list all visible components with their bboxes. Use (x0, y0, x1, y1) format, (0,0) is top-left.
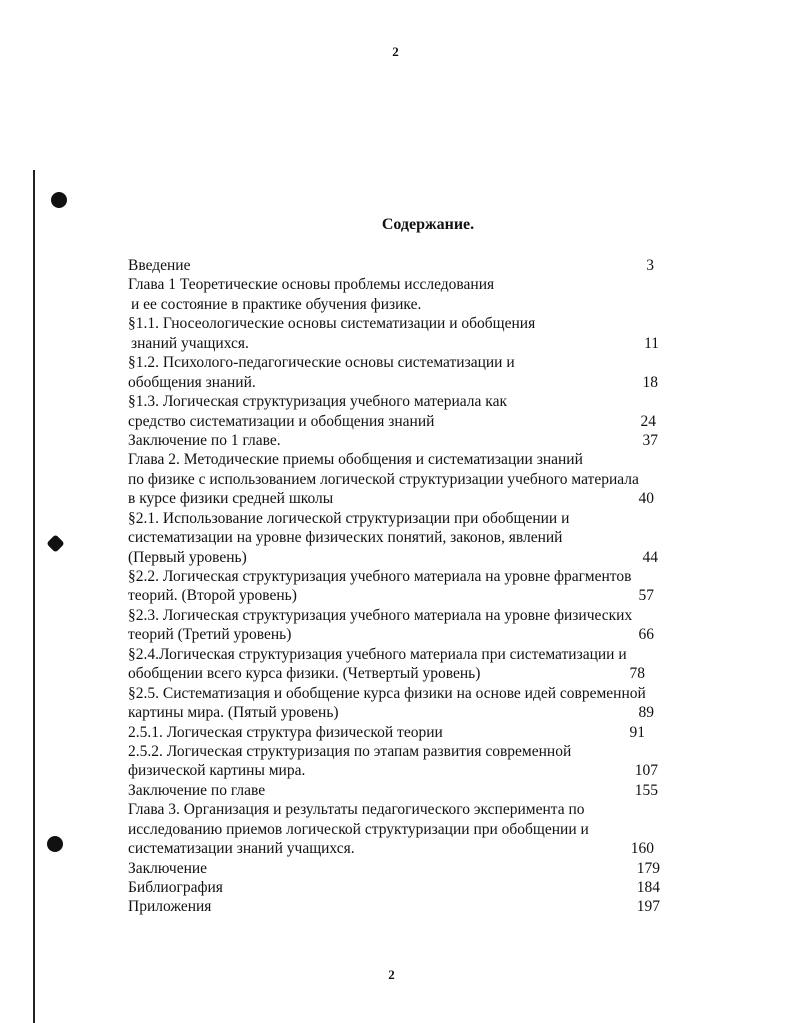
toc-entry-page: 155 (634, 781, 658, 799)
toc-entry (128, 295, 728, 314)
toc-entry (128, 392, 728, 411)
toc-entry-page: 184 (636, 879, 660, 896)
toc-entry (128, 761, 728, 780)
page-number-top: 2 (392, 44, 399, 59)
toc-entry (128, 800, 728, 819)
toc-entry (128, 723, 728, 742)
toc-entry (128, 645, 728, 664)
toc-entry (128, 703, 728, 722)
toc-entry-text: 2.5.2. Логическая структуризация по этапам развития современной (128, 742, 572, 760)
toc-entry-text: картины мира. (Пятый уровень) (128, 704, 339, 722)
toc-entry-page: 197 (636, 898, 660, 916)
toc-entry (128, 314, 728, 333)
toc-entry-text: Заключение (128, 859, 208, 877)
toc-entry (128, 897, 728, 916)
toc-entry-text: систематизации знаний учащихся. (128, 840, 355, 858)
toc-entry-text: (Первый уровень) (128, 548, 247, 566)
toc-entry-page: 179 (636, 859, 660, 877)
punch-hole-icon (51, 192, 67, 208)
toc-entry-text: §1.2. Психолого-педагогические основы систематизации и (128, 354, 515, 372)
toc-entry-text: Приложения (128, 898, 212, 916)
toc-entry-text: физической картины мира. (128, 762, 306, 780)
toc-entry (128, 664, 728, 683)
toc-entry (128, 412, 728, 431)
toc-entry-page: 37 (642, 431, 658, 449)
toc-entry (128, 606, 728, 625)
toc-entry-text: Введение (128, 257, 191, 274)
toc-entry-text: систематизации на уровне физических понятий, законов, явлений (128, 529, 563, 547)
toc-entry-text: Глава 2. Методические приемы обобщения и систематизации знаний (128, 451, 583, 469)
toc-entry-text: Глава 1 Теоретические основы проблемы исследования (128, 276, 495, 294)
toc-entry (128, 431, 728, 450)
toc-entry-page: 57 (638, 587, 654, 605)
toc-entry (128, 781, 728, 800)
toc-entry-text: и ее состояние в практике обучения физике. (131, 295, 422, 313)
page-title: Содержание. (381, 216, 475, 233)
toc-entry-page: 44 (642, 548, 658, 566)
toc-entry-text: §1.3. Логическая структуризация учебного материала как (128, 393, 507, 411)
toc-entry-text: обобщении всего курса физики. (Четвертый уровень) (128, 665, 481, 683)
toc-entry-text: исследованию приемов логической структуризации при обобщении и (128, 820, 589, 838)
toc-entry-page: 89 (638, 704, 654, 722)
toc-entry-text: знаний учащихся. (131, 334, 249, 352)
toc-entry-page: 107 (634, 762, 658, 780)
toc-entry (128, 470, 728, 489)
toc-entry (128, 684, 728, 703)
toc-entry (128, 256, 728, 275)
toc-entry-page: 11 (644, 334, 659, 352)
toc-entry-page: 24 (640, 412, 656, 430)
toc-entry-page: 18 (642, 373, 658, 391)
toc-entry (128, 625, 728, 644)
toc-entry-page: 91 (629, 723, 645, 741)
toc-entry-page: 3 (646, 257, 654, 274)
table-of-contents (128, 256, 728, 917)
scan-edge-line (33, 170, 35, 1023)
toc-entry-text: теорий. (Второй уровень) (128, 587, 297, 605)
toc-entry-text: Глава 3. Организация и результаты педагогического эксперимента по (128, 801, 585, 819)
toc-entry (128, 373, 728, 392)
toc-entry (128, 334, 728, 353)
toc-entry (128, 528, 728, 547)
punch-hole-icon (47, 836, 63, 852)
toc-entry (128, 839, 728, 858)
toc-entry-text: §2.5. Систематизация и обобщение курса физики на основе идей современной (128, 684, 646, 702)
toc-entry-text: теорий (Третий уровень) (128, 626, 292, 644)
toc-entry (128, 450, 728, 469)
toc-entry (128, 586, 728, 605)
punch-hole-icon (46, 534, 64, 552)
toc-entry-text: в курсе физики средней школы (128, 490, 334, 508)
toc-entry-text: средство систематизации и обобщения знаний (128, 412, 435, 430)
toc-entry (128, 509, 728, 528)
toc-entry (128, 548, 728, 567)
toc-entry-page: 160 (630, 840, 654, 858)
toc-entry-text: §2.3. Логическая структуризация учебного материала на уровне физических (128, 606, 633, 624)
toc-entry (128, 275, 728, 294)
toc-entry-page: 66 (638, 626, 654, 644)
toc-entry-text: Заключение по главе (128, 781, 266, 799)
toc-entry-page: 40 (638, 490, 654, 508)
toc-entry-text: §2.1. Использование логической структуризации при обобщении и (128, 509, 570, 527)
toc-entry-text: §1.1. Гносеологические основы систематизации и обобщения (128, 315, 536, 333)
toc-entry (128, 489, 728, 508)
toc-entry-text: §2.4.Логическая структуризация учебного материала при систематизации и (128, 645, 627, 663)
toc-entry (128, 859, 728, 878)
toc-entry (128, 353, 728, 372)
toc-entry-text: по физике с использованием логической структуризации учебного материала (128, 470, 639, 488)
toc-entry-text: Библиография (128, 879, 223, 896)
toc-entry-text: §2.2. Логическая структуризация учебного материала на уровне фрагментов (128, 568, 632, 585)
toc-entry (128, 567, 728, 586)
toc-entry-text: обобщения знаний. (128, 373, 256, 391)
toc-entry (128, 820, 728, 839)
toc-entry-text: 2.5.1. Логическая структура физической теории (128, 723, 443, 741)
toc-entry-text: Заключение по 1 главе. (128, 431, 281, 449)
page-number-bottom: 2 (388, 967, 395, 982)
toc-entry (128, 878, 728, 897)
toc-entry-page: 78 (629, 665, 645, 683)
toc-entry (128, 742, 728, 761)
